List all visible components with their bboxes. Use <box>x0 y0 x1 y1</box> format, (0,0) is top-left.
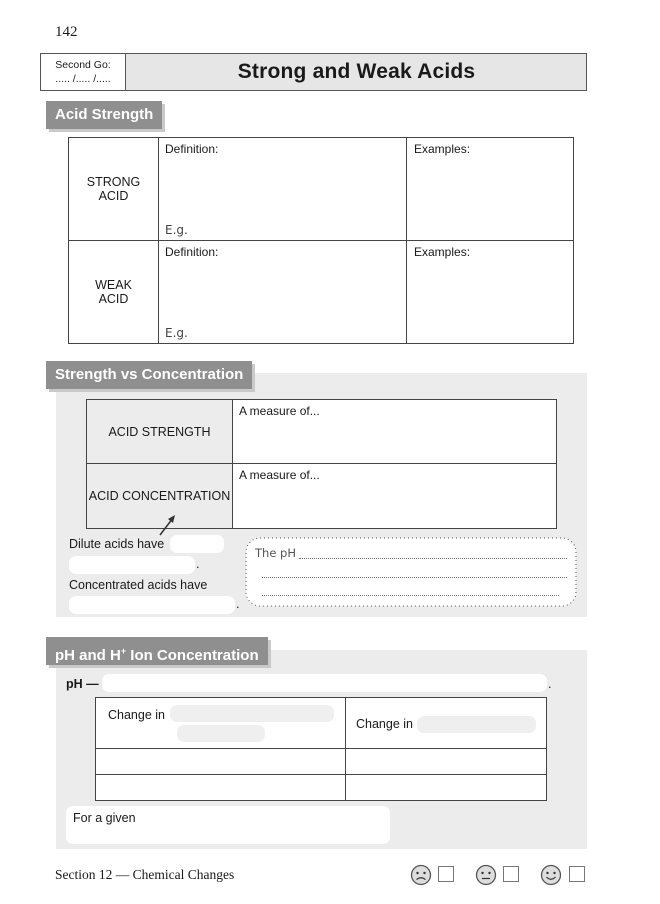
ph-definition-blank[interactable] <box>102 674 547 692</box>
acid-strength-answer[interactable] <box>233 400 557 464</box>
change-in-blank-2[interactable] <box>417 716 536 733</box>
acid-strength-label: ACID STRENGTH <box>87 400 233 464</box>
checkbox-icon[interactable] <box>438 866 454 882</box>
measure-prompt: A measure of... <box>239 404 320 418</box>
strong-acid-examples-cell[interactable] <box>407 138 574 241</box>
eg-label: E.g. <box>165 223 188 237</box>
section-heading-ph-ion: pH and H+ Ion Concentration <box>46 637 268 665</box>
page-number: 142 <box>55 24 78 40</box>
dilute-blank-1[interactable] <box>170 535 224 553</box>
table-cell[interactable] <box>346 749 547 775</box>
table-row <box>96 775 547 801</box>
change-in-header-2: Change in <box>346 698 547 749</box>
change-in-header-1: Change in <box>96 698 346 749</box>
checkbox-icon[interactable] <box>503 866 519 882</box>
table-cell[interactable] <box>96 775 346 801</box>
second-go-box[interactable] <box>40 53 126 91</box>
date-blank[interactable]: ..... /..... /..... <box>55 73 111 85</box>
concentrated-label: Concentrated acids have <box>69 578 208 592</box>
weak-acid-definition-cell[interactable] <box>159 241 407 344</box>
neutral-face-icon[interactable] <box>475 864 497 886</box>
for-given-label: For a given <box>73 811 136 825</box>
period: . <box>196 557 200 571</box>
dilute-blank-2[interactable] <box>69 556 195 574</box>
table-cell[interactable] <box>96 749 346 775</box>
strong-acid-definition-cell[interactable] <box>159 138 407 241</box>
acid-strength-table <box>68 137 574 344</box>
strength-concentration-table <box>86 399 557 529</box>
sad-face-icon[interactable] <box>410 864 432 886</box>
measure-prompt: A measure of... <box>239 468 320 482</box>
acid-concentration-answer[interactable] <box>233 464 557 529</box>
checkbox-icon[interactable] <box>569 866 585 882</box>
answer-line[interactable] <box>262 577 567 578</box>
ph-prompt: The pH <box>255 546 296 560</box>
concentrated-blank[interactable] <box>69 596 235 614</box>
examples-label: Examples: <box>414 245 471 259</box>
answer-line[interactable] <box>299 558 567 559</box>
acid-concentration-label: ACID CONCENTRATION <box>87 464 233 529</box>
definition-label: Definition: <box>165 142 219 156</box>
examples-label: Examples: <box>414 142 471 156</box>
happy-face-icon[interactable] <box>540 864 562 886</box>
footer-section: Section 12 — Chemical Changes <box>55 867 235 882</box>
definition-label: Definition: <box>165 245 219 259</box>
second-go-label: Second Go: <box>55 59 111 71</box>
eg-label: E.g. <box>165 326 188 340</box>
period: . <box>548 677 552 691</box>
weak-acid-label: WEAK ACID <box>69 241 159 344</box>
answer-line[interactable] <box>262 595 559 596</box>
period: . <box>236 597 240 611</box>
strong-acid-label: STRONG ACID <box>69 138 159 241</box>
weak-acid-examples-cell[interactable] <box>407 241 574 344</box>
table-cell[interactable] <box>346 775 547 801</box>
dilute-label: Dilute acids have <box>69 537 165 551</box>
section-heading-strength-vs-concentration: Strength vs Concentration <box>46 361 252 389</box>
table-row <box>69 241 574 344</box>
page-title: Strong and Weak Acids <box>237 60 476 83</box>
table-row <box>87 400 557 464</box>
table-row <box>69 138 574 241</box>
change-in-blank-1b[interactable] <box>177 725 265 742</box>
ph-spiky-box <box>240 532 582 612</box>
change-in-blank-1a[interactable] <box>170 705 334 722</box>
ph-label: pH — <box>66 677 99 691</box>
section-heading-acid-strength: Acid Strength <box>46 101 162 129</box>
table-row <box>96 749 547 775</box>
